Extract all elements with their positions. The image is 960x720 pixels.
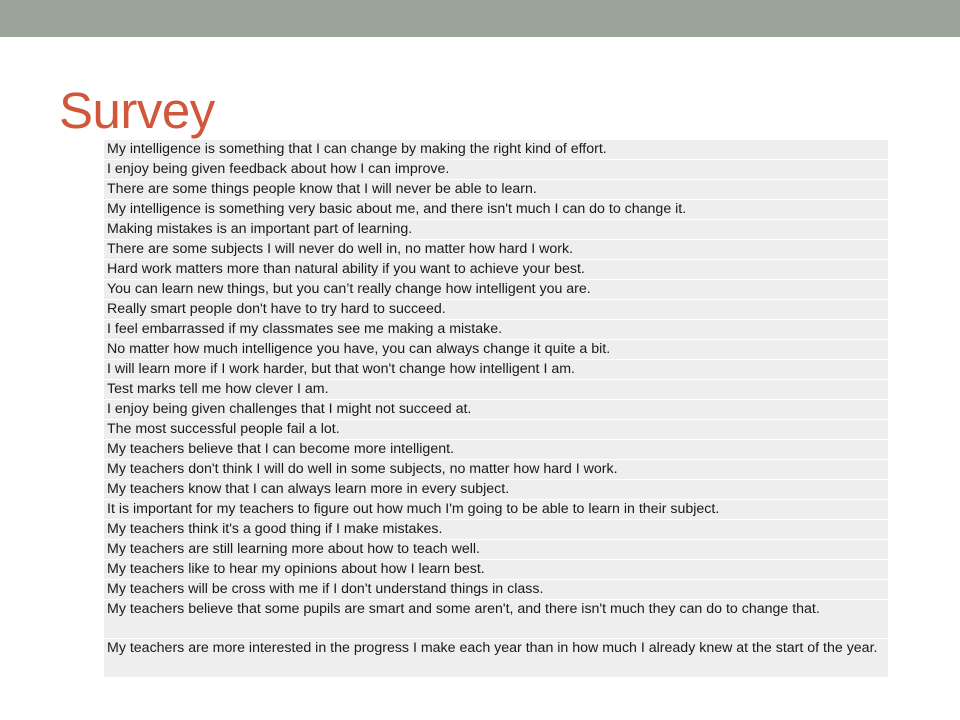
table-row xyxy=(104,500,888,520)
table-row xyxy=(104,320,888,340)
table-row xyxy=(104,520,888,540)
survey-statement: It is important for my teachers to figure out how much I'm going to be able to learn in their subject. xyxy=(104,500,888,520)
survey-statement: Test marks tell me how clever I am. xyxy=(104,380,888,400)
survey-statement: Really smart people don't have to try hard to succeed. xyxy=(104,300,888,320)
survey-statement: My intelligence is something very basic about me, and there isn't much I can do to change it. xyxy=(104,200,888,220)
survey-statement: My teachers will be cross with me if I don't understand things in class. xyxy=(104,580,888,600)
survey-statement: My teachers are more interested in the progress I make each year than in how much I already knew at the start of the year. xyxy=(104,639,888,678)
survey-statement: There are some subjects I will never do well in, no matter how hard I work. xyxy=(104,240,888,260)
table-row xyxy=(104,639,888,678)
table-row xyxy=(104,580,888,600)
table-row xyxy=(104,440,888,460)
survey-statement: No matter how much intelligence you have, you can always change it quite a bit. xyxy=(104,340,888,360)
survey-statement: My teachers think it's a good thing if I make mistakes. xyxy=(104,520,888,540)
table-row xyxy=(104,360,888,380)
table-row xyxy=(104,380,888,400)
slide-title: Survey xyxy=(59,82,215,139)
survey-statement: You can learn new things, but you can’t really change how intelligent you are. xyxy=(104,280,888,300)
table-row xyxy=(104,600,888,639)
survey-statement: My teachers believe that some pupils are smart and some aren't, and there isn't much they can do to change that. xyxy=(104,600,888,639)
survey-statement: My teachers know that I can always learn more in every subject. xyxy=(104,480,888,500)
table-row xyxy=(104,160,888,180)
survey-statements-table xyxy=(104,140,888,678)
table-row xyxy=(104,300,888,320)
survey-statement: I enjoy being given feedback about how I can improve. xyxy=(104,160,888,180)
table-row xyxy=(104,260,888,280)
table-row xyxy=(104,420,888,440)
top-accent-bar xyxy=(0,0,960,37)
table-row xyxy=(104,180,888,200)
survey-statement: The most successful people fail a lot. xyxy=(104,420,888,440)
table-row xyxy=(104,460,888,480)
survey-statement: Making mistakes is an important part of learning. xyxy=(104,220,888,240)
survey-statement: I will learn more if I work harder, but that won't change how intelligent I am. xyxy=(104,360,888,380)
survey-statement: I enjoy being given challenges that I might not succeed at. xyxy=(104,400,888,420)
survey-statement: My intelligence is something that I can change by making the right kind of effort. xyxy=(104,140,888,160)
table-row xyxy=(104,200,888,220)
survey-statement: There are some things people know that I will never be able to learn. xyxy=(104,180,888,200)
table-row xyxy=(104,340,888,360)
survey-statement: Hard work matters more than natural ability if you want to achieve your best. xyxy=(104,260,888,280)
survey-statement: My teachers don't think I will do well in some subjects, no matter how hard I work. xyxy=(104,460,888,480)
table-row xyxy=(104,480,888,500)
table-row xyxy=(104,560,888,580)
table-row xyxy=(104,280,888,300)
survey-statement: My teachers are still learning more about how to teach well. xyxy=(104,540,888,560)
table-row xyxy=(104,540,888,560)
table-row xyxy=(104,140,888,160)
table-row xyxy=(104,220,888,240)
table-row xyxy=(104,240,888,260)
table-row xyxy=(104,400,888,420)
survey-statement: My teachers like to hear my opinions about how I learn best. xyxy=(104,560,888,580)
survey-statement: I feel embarrassed if my classmates see me making a mistake. xyxy=(104,320,888,340)
survey-statement: My teachers believe that I can become more intelligent. xyxy=(104,440,888,460)
